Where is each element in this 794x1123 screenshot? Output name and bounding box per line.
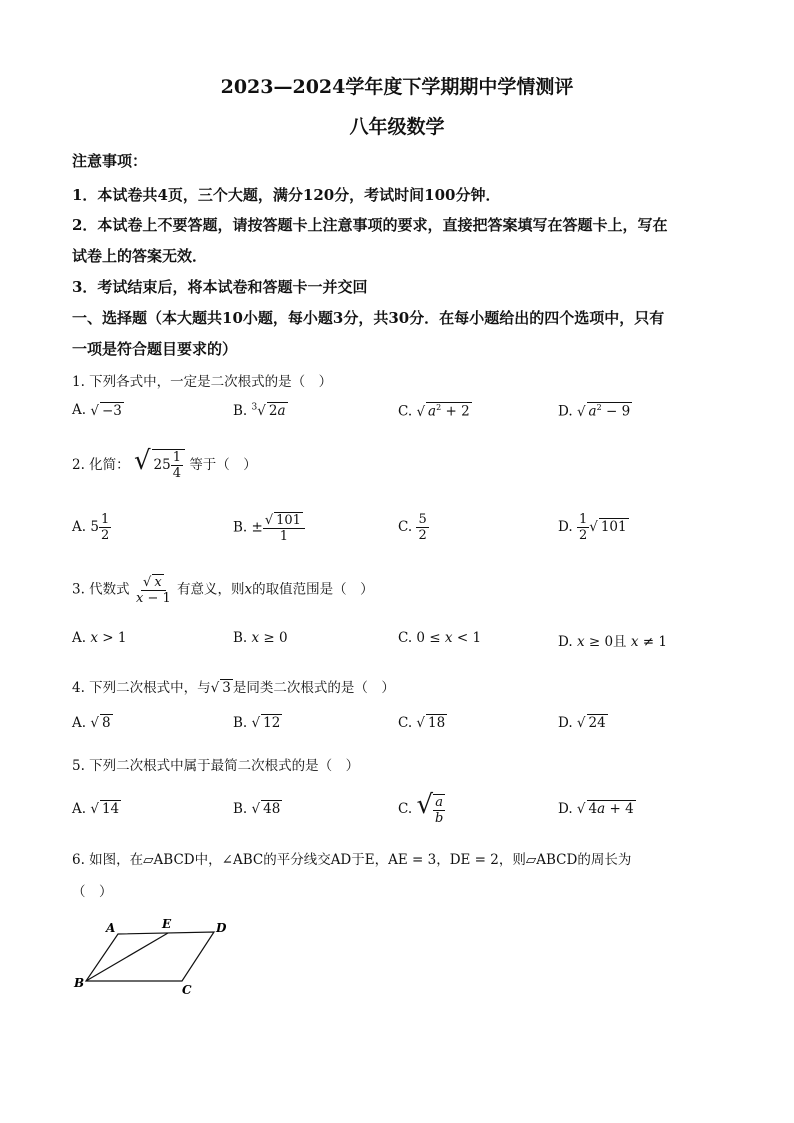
- q1-option-a: A. √ −3: [72, 402, 122, 419]
- q2-option-a: A. 5 $\frac{1}{2}$: [72, 512, 110, 543]
- label-b: B: [74, 976, 85, 990]
- q5-option-c: C. √ $\frac{a}{b}$: [398, 790, 444, 826]
- notice-item-2: 2．本试卷上不要答题，请按答题卡上注意事项的要求，直接把答案填写在答题卡上，写在: [72, 216, 668, 234]
- section-heading: 一、选择题（本大题共10小题，每小题3分，共30分．在每小题给出的四个选项中，只有: [72, 309, 665, 327]
- label-a: A: [106, 921, 116, 935]
- q4-option-c: C. √ 18: [398, 715, 446, 731]
- notice-heading: 注意事项：: [72, 152, 148, 170]
- notice-item-1: 1．本试卷共4页，三个大题，满分120分，考试时间100分钟．: [72, 186, 501, 204]
- parallelogram-figure: [70, 912, 240, 1002]
- q4-option-a: A. √ 8: [72, 715, 111, 731]
- question-2-stem: 2. 化简： √ 25 $\frac{1}{4}$ 等于（ ）: [72, 446, 257, 481]
- notice-item-3: 3．考试结束后，将本试卷和答题卡一并交回: [72, 278, 368, 296]
- label-c: C: [182, 983, 192, 997]
- label-d: D: [216, 921, 227, 935]
- q5-option-a: A. √ 14: [72, 801, 120, 817]
- q3-option-b: B. x ≥ 0: [233, 630, 288, 646]
- q2-option-c: C. $\frac{5}{2}$: [398, 512, 427, 543]
- q5-option-d: D. √ 4a + 4: [558, 801, 634, 817]
- section-heading-cont: 一项是符合题目要求的）: [72, 340, 238, 358]
- question-6-stem-cont: （ ）: [72, 884, 113, 900]
- q4-option-d: D. √ 24: [558, 715, 606, 731]
- q1-option-d: D. √ $a^2 - 9$: [558, 403, 631, 420]
- q5-option-b: B. √ 48: [233, 801, 281, 817]
- q3-option-c: C. 0 ≤ x < 1: [398, 630, 482, 646]
- bisector-be: [86, 933, 168, 981]
- q3-option-a: A. x > 1: [72, 630, 127, 646]
- q2-option-d: D. $\frac{1}{2}$ √ 101: [558, 512, 627, 543]
- question-4-stem: 4. 下列二次根式中，与√ 3 是同类二次根式的是（ ）: [72, 680, 395, 696]
- question-1-stem: 1. 下列各式中，一定是二次根式的是（ ）: [72, 374, 333, 390]
- q4-option-b: B. √ 12: [233, 715, 281, 731]
- parallelogram-abcd: [86, 932, 214, 981]
- q1-option-c: C. √ $a^2 + 2$: [398, 403, 470, 420]
- q3-option-d: D. x ≥ 0且 x ≠ 1: [558, 634, 667, 650]
- exam-subtitle: 八年级数学: [349, 116, 445, 138]
- question-5-stem: 5. 下列二次根式中属于最简二次根式的是（ ）: [72, 758, 360, 774]
- q2-option-b: B. ± $\frac{√ 101}{1}$: [233, 512, 305, 544]
- q1-option-b: B. $^3$√ 2a: [233, 402, 286, 419]
- question-6-stem: 6. 如图，在▱ABCD中，∠ABC的平分线交AD于E，AE = 3，DE = 2，则▱ABCD的周长为: [72, 852, 632, 868]
- notice-item-2-cont: 试卷上的答案无效．: [72, 247, 208, 265]
- question-3-stem: 3. 代数式 $\frac{√ x}{x - 1}$ 有意义，则x的取值范围是（ ）: [72, 575, 374, 606]
- exam-title: 2023—2024学年度下学期期中学情测评: [220, 76, 574, 98]
- label-e: E: [162, 917, 172, 931]
